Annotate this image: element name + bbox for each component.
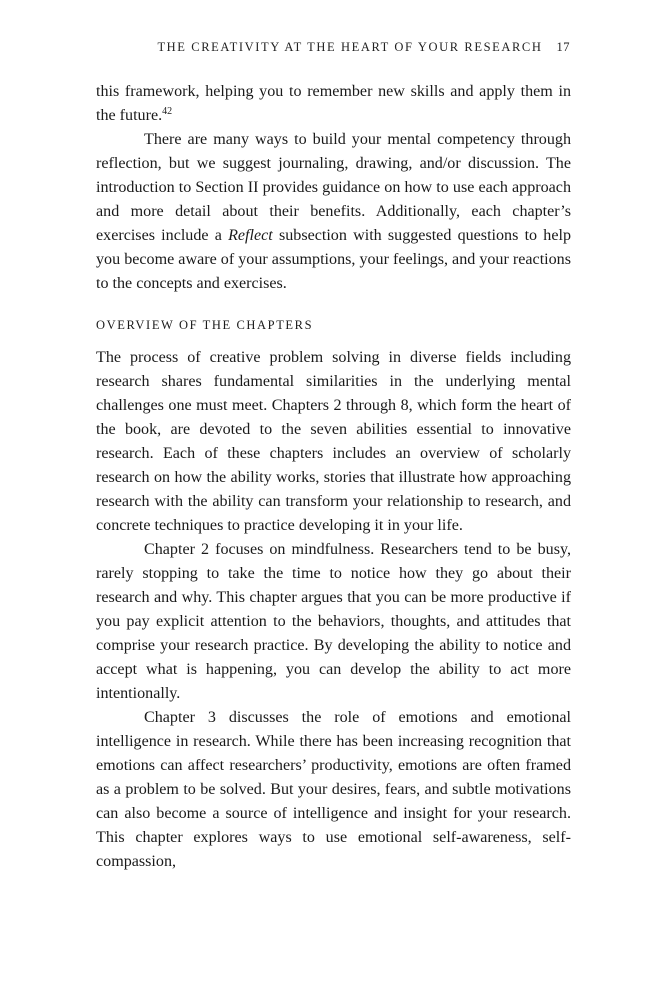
paragraph-continued bbox=[96, 80, 571, 128]
body-text bbox=[96, 80, 571, 874]
running-title: THE CREATIVITY AT THE HEART OF YOUR RESEARCH bbox=[157, 40, 543, 54]
page-number: 17 bbox=[556, 40, 570, 54]
paragraph-reflection bbox=[96, 128, 571, 296]
paragraph-chapter-3: Chapter 3 discusses the role of emotions and emotional intelligence in research. While there has been increasing recognition that emotions can affect researchers’ productivity, emotions are often framed as a problem to be solved. But your desires, fears, and subtle motivations can also become a source of intelligence and insight for your research. This chapter explores ways to use emotional self-awareness, self-compassion, bbox=[96, 709, 571, 870]
section-heading: OVERVIEW OF THE CHAPTERS bbox=[96, 318, 314, 332]
reflect-term: Reflect bbox=[228, 227, 273, 244]
paragraph-overview: The process of creative problem solving in diverse fields including research shares fundamental similarities in the underlying mental challenges one must meet. Chapters 2 through 8, which form the heart of the book, are devoted to the seven abilities essential to innovative research. Each of these chapters includes an overview of scholarly research on how the ability works, stories that illustrate how approaching research with the ability can transform your relationship to research, and concrete techniques to practice developing it in your life. bbox=[96, 349, 571, 534]
paragraph-text: this framework, helping you to remember new skills and apply them in the future. bbox=[96, 83, 571, 124]
footnote-marker[interactable]: 42 bbox=[162, 106, 173, 117]
running-head bbox=[157, 40, 570, 55]
paragraph-chapter-2: Chapter 2 focuses on mindfulness. Researchers tend to be busy, rarely stopping to take the time to notice how they go about their research and why. This chapter argues that you can be more productive if you pay explicit attention to the behaviors, thoughts, and attitudes that comprise your research practice. By developing the ability to notice and accept what is happening, you can develop the ability to act more intentionally. bbox=[96, 541, 571, 702]
paragraph-text: subsection with suggested questions to help you become aware of your assumptions, your feelings, and your reactions to the concepts and exercises. bbox=[96, 227, 571, 292]
paragraph-text: There are many ways to build your mental competency through reflection, but we suggest journaling, drawing, and/or discussion. The introduction to Section II provides guidance on how to use each approach and more detail about their benefits. Additionally, each chapter’s exercises include a bbox=[96, 131, 571, 244]
